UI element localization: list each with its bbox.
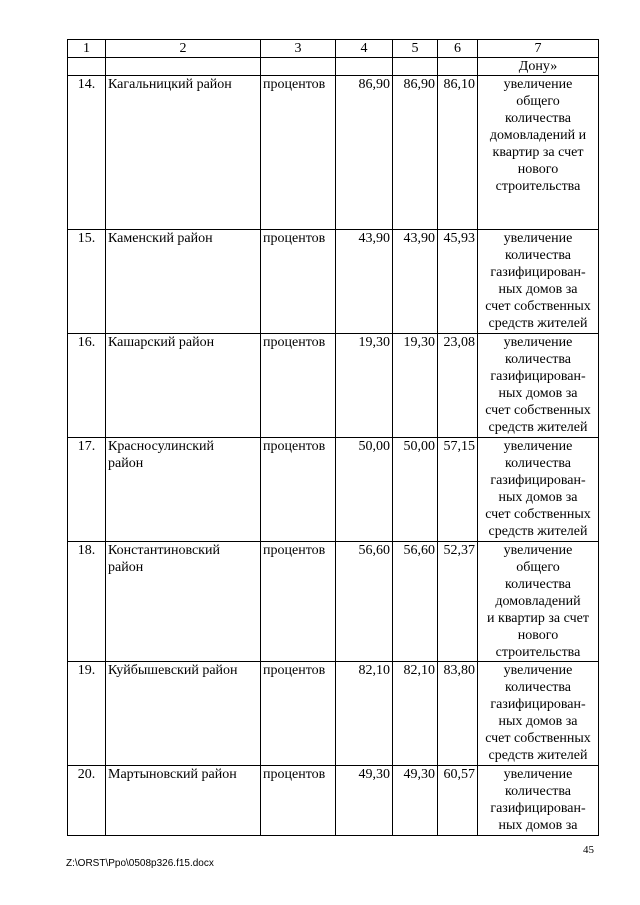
- continuation-note: Дону»: [478, 58, 599, 76]
- district-name: Кашарский район: [106, 334, 261, 438]
- district-name: Куйбышевский район: [106, 662, 261, 766]
- unit: процентов: [261, 662, 336, 766]
- value-col4: 43,90: [336, 230, 393, 334]
- value-col5: 43,90: [393, 230, 438, 334]
- district-name: Мартыновский район: [106, 766, 261, 836]
- note: увеличение количества газифицирован- ных домов за счет собственных средств жителей: [478, 662, 599, 766]
- district-name: Красносулинский район: [106, 438, 261, 542]
- note: увеличение общего количества домовладений и квартир за счет нового строительства: [478, 542, 599, 662]
- row-number: 19.: [68, 662, 106, 766]
- value-col5: 50,00: [393, 438, 438, 542]
- note: увеличение количества газифицирован- ных домов за счет собственных средств жителей: [478, 438, 599, 542]
- value-col4: 19,30: [336, 334, 393, 438]
- value-col5: 82,10: [393, 662, 438, 766]
- page-number: 45: [583, 844, 594, 856]
- unit: процентов: [261, 76, 336, 230]
- unit: процентов: [261, 542, 336, 662]
- value-col4: 49,30: [336, 766, 393, 836]
- note: увеличение количества газифицирован- ных домов за: [478, 766, 599, 836]
- row-number: 14.: [68, 76, 106, 230]
- table-row: [68, 76, 599, 230]
- table-row: [68, 766, 599, 836]
- value-col4: 56,60: [336, 542, 393, 662]
- unit: процентов: [261, 766, 336, 836]
- value-col4: 82,10: [336, 662, 393, 766]
- table-row: [68, 334, 599, 438]
- value-col6: 23,08: [438, 334, 478, 438]
- table-row: [68, 438, 599, 542]
- indicator-table: [67, 39, 599, 836]
- value-col5: 86,90: [393, 76, 438, 230]
- value-col6: 52,37: [438, 542, 478, 662]
- row-number: 18.: [68, 542, 106, 662]
- table-row: [68, 662, 599, 766]
- value-col6: 57,15: [438, 438, 478, 542]
- column-number: 3: [261, 40, 336, 58]
- footer-file-path: Z:\ORST\Ppo\0508p326.f15.docx: [66, 858, 214, 869]
- district-name: Каменский район: [106, 230, 261, 334]
- value-col5: 56,60: [393, 542, 438, 662]
- value-col5: 49,30: [393, 766, 438, 836]
- value-col6: 86,10: [438, 76, 478, 230]
- value-col4: 86,90: [336, 76, 393, 230]
- table-row: [68, 230, 599, 334]
- table-row: [68, 542, 599, 662]
- row-number: 16.: [68, 334, 106, 438]
- district-name: Кагальницкий район: [106, 76, 261, 230]
- column-number: 4: [336, 40, 393, 58]
- value-col6: 60,57: [438, 766, 478, 836]
- row-number: 20.: [68, 766, 106, 836]
- note: увеличение общего количества домовладений и квартир за счет нового строительства: [478, 76, 599, 230]
- column-number: 7: [478, 40, 599, 58]
- value-col6: 83,80: [438, 662, 478, 766]
- note: увеличение количества газифицирован- ных домов за счет собственных средств жителей: [478, 230, 599, 334]
- unit: процентов: [261, 334, 336, 438]
- unit: процентов: [261, 438, 336, 542]
- column-number: 1: [68, 40, 106, 58]
- value-col4: 50,00: [336, 438, 393, 542]
- unit: процентов: [261, 230, 336, 334]
- column-number: 2: [106, 40, 261, 58]
- value-col5: 19,30: [393, 334, 438, 438]
- row-number: 15.: [68, 230, 106, 334]
- district-name: Константиновский район: [106, 542, 261, 662]
- continuation-row: [68, 58, 599, 76]
- note: увеличение количества газифицирован- ных домов за счет собственных средств жителей: [478, 334, 599, 438]
- column-number-row: [68, 40, 599, 58]
- value-col6: 45,93: [438, 230, 478, 334]
- row-number: 17.: [68, 438, 106, 542]
- column-number: 6: [438, 40, 478, 58]
- column-number: 5: [393, 40, 438, 58]
